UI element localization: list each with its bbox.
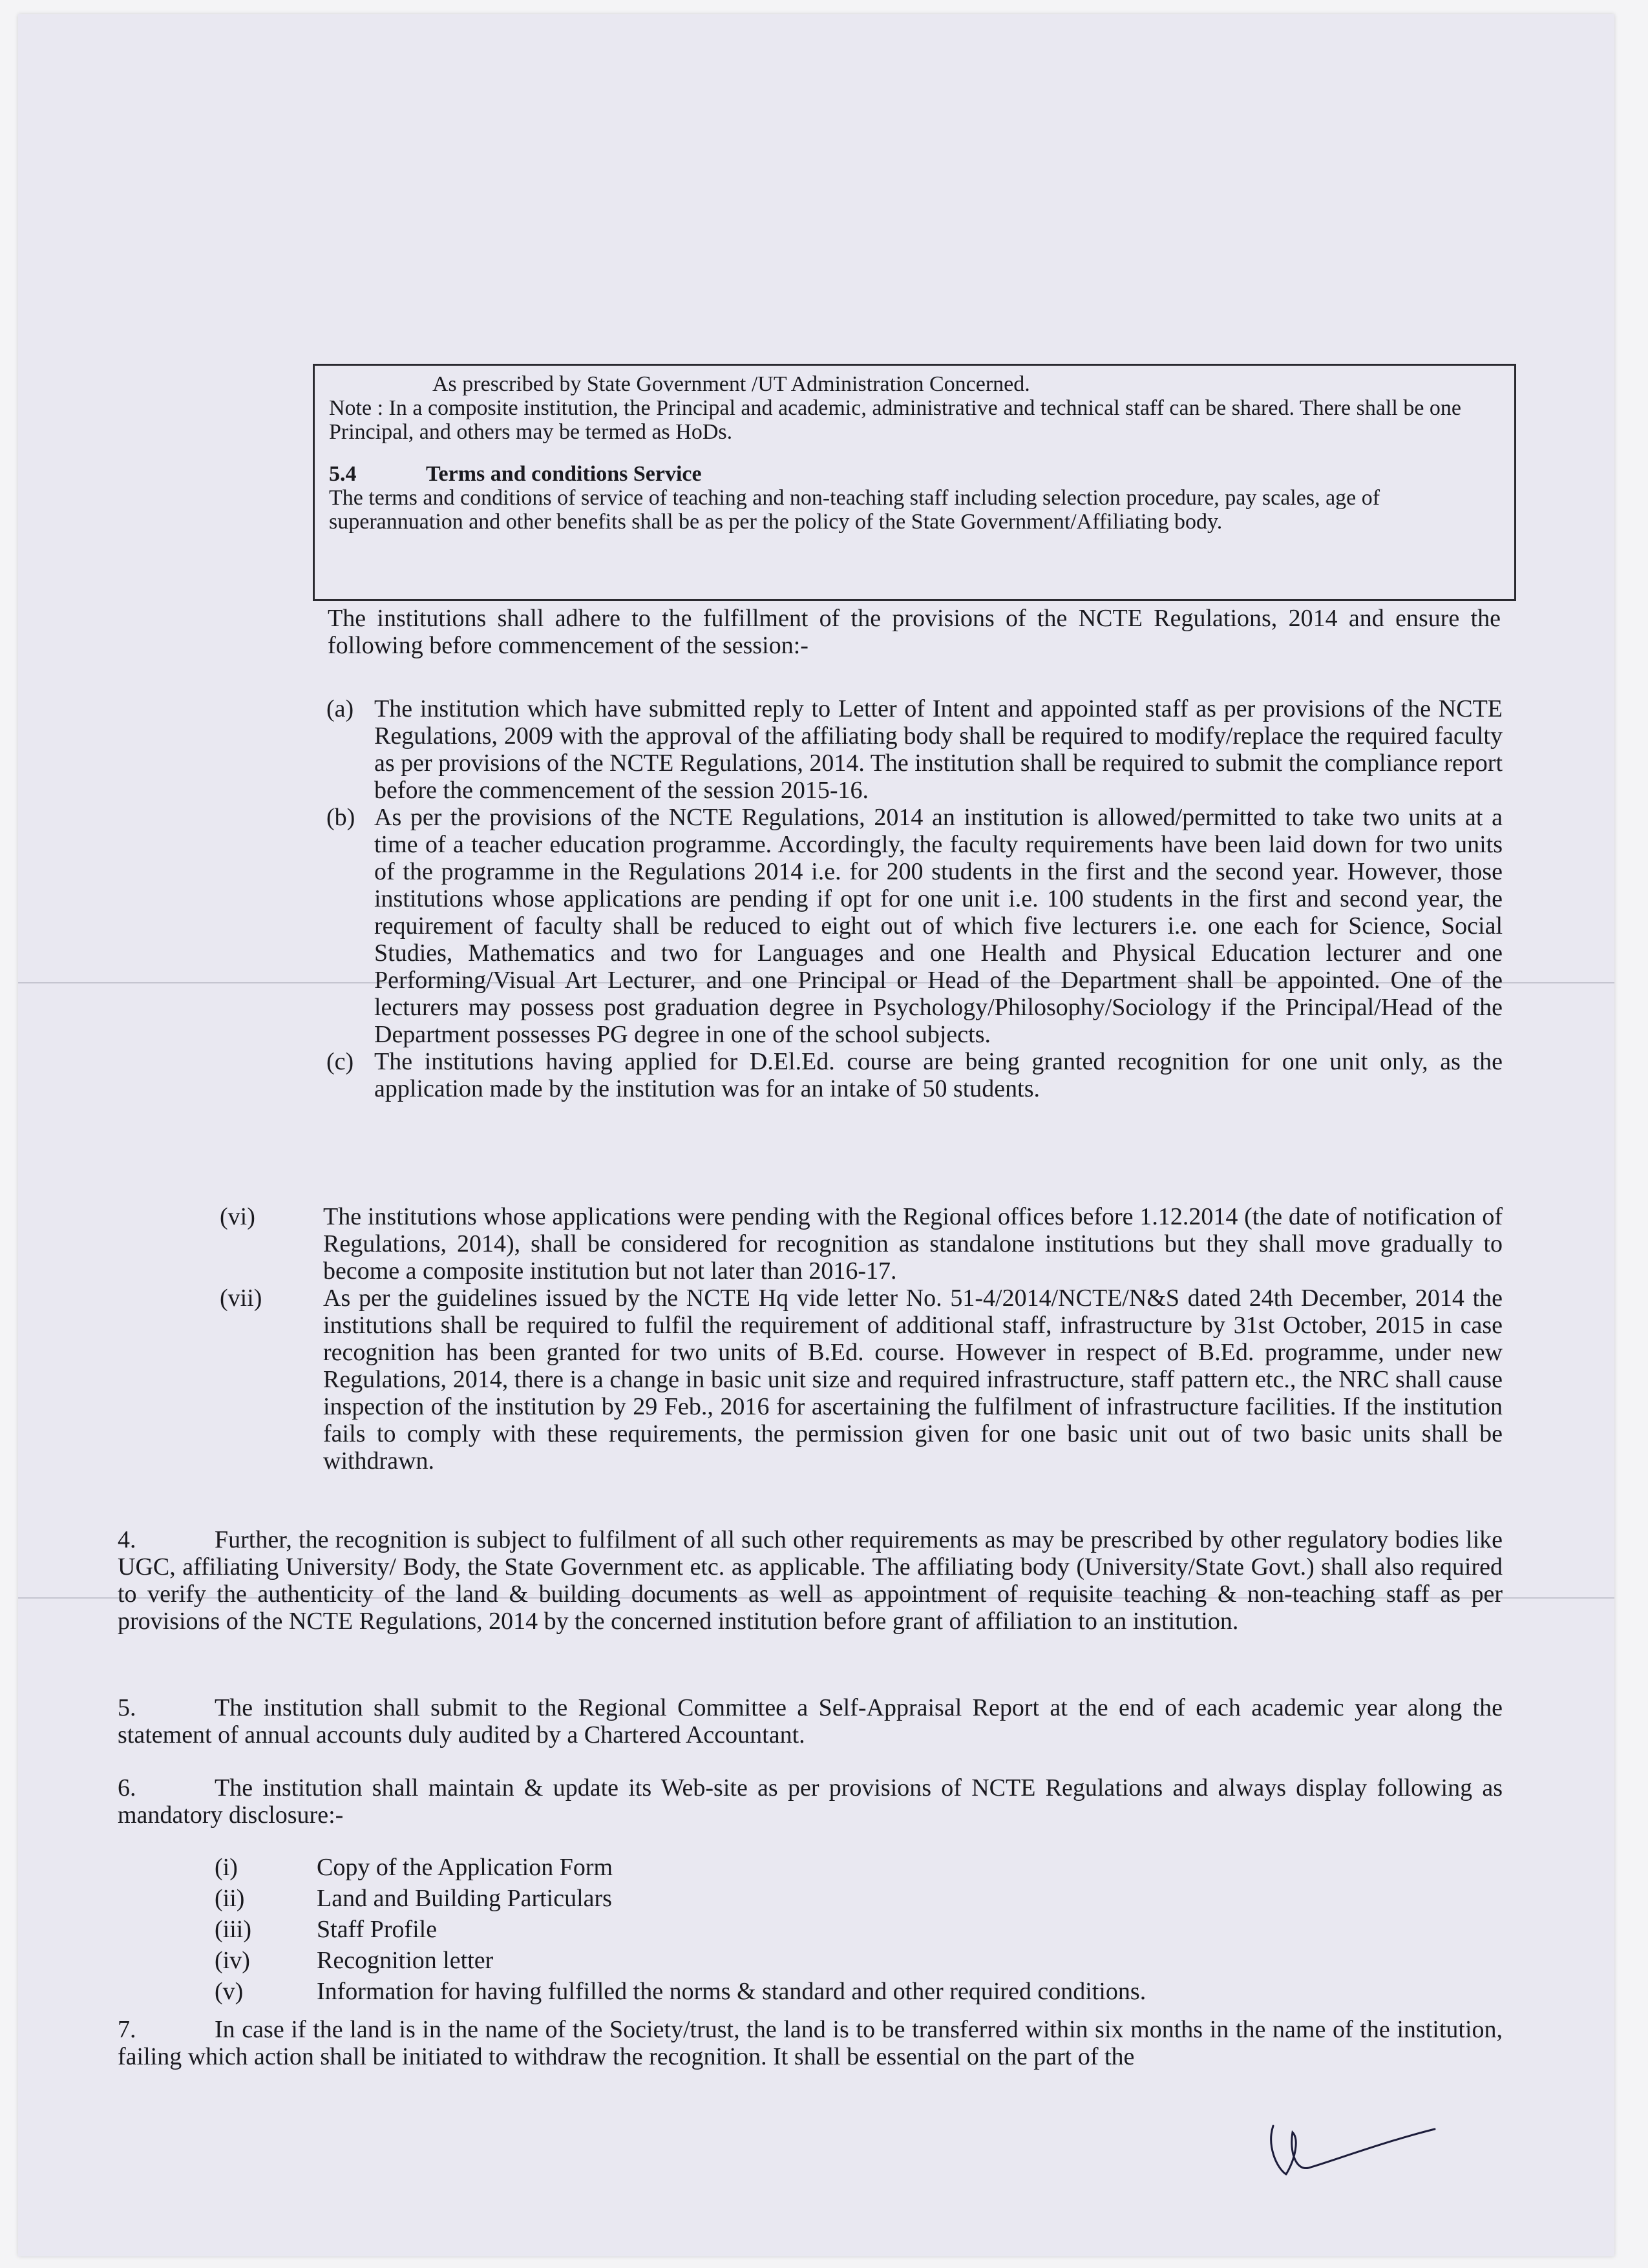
paragraph-7 (118, 2016, 1503, 2070)
list-item-text: The institution which have submitted reply to Letter of Intent and appointed staff as per provisions of the NCTE Regulations, 2009 with the approval of the affiliating body shall be required to modify/replace the required faculty as per provisions of the NCTE Regulations, 2014. The institution shall be required to submit the compliance report before the commencement of the session 2015-16. (374, 695, 1503, 804)
list-item (220, 1285, 1503, 1475)
section-heading (329, 462, 1499, 486)
signature-icon (1260, 2113, 1441, 2184)
list-item (215, 1976, 1146, 2007)
list-item-label: (v) (215, 1978, 244, 2005)
list-item-text: Information for having fulfilled the norms & standard and other required conditions. (317, 1978, 1146, 2005)
list-item-label: (vii) (220, 1285, 262, 1312)
disclosure-list (215, 1852, 1146, 2007)
paragraph-5 (118, 1694, 1503, 1748)
list-item-text: The institutions whose applications were pending with the Regional offices before 1.12.2014 (the date of notification of Regulations, 2014), shall be considered for recognition as standalone institutions but they shall move gradually to become a composite institution but not later than 2016-17. (323, 1203, 1503, 1285)
list-item-label: (a) (326, 695, 354, 722)
paragraph-number: 7. (118, 2016, 136, 2043)
list-item-label: (iii) (215, 1916, 251, 1943)
list-item-text: Recognition letter (317, 1947, 494, 1974)
paragraph-text: In case if the land is in the name of the Society/trust, the land is to be transferred within six months in the name of the institution, failing which action shall be initiated to withdraw the recognition. It shall be essential on the part of the (118, 2016, 1503, 2070)
list-item (215, 1852, 1146, 1883)
note-text: Note : In a composite institution, the Principal and academic, administrative and technical staff can be shared. There shall be one Principal, and others may be termed as HoDs. (329, 396, 1461, 444)
paragraph-6 (118, 1774, 1503, 1829)
list-item-text: As per the provisions of the NCTE Regulations, 2014 an institution is allowed/permitted to take two units at a time of a teacher education programme. Accordingly, the faculty requirements have been laid down for two units of the programme in the Regulations 2014 i.e. for 200 students in the first and the second year. However, those institutions whose applications are pending if opt for one unit i.e. 100 students in the first and second year, the requirement of faculty shall be reduced to eight out of which five lecturers i.e. one each for Science, Social Studies, Mathematics and two for Languages and one Health and Physical Education lecturer and one Performing/Visual Art Lecturer, and one Principal or Head of the Department shall be appointed. One of the lecturers may possess post graduation degree in Psychology/Philosophy/Sociology if the Principal/Head of the Department possesses PG degree in one of the school subjects. (374, 804, 1503, 1048)
list-item-label: (c) (326, 1048, 354, 1075)
list-item (215, 1914, 1146, 1945)
note-prescribed-line: As prescribed by State Government /UT Administration Concerned. (432, 372, 1030, 396)
list-item-text: As per the guidelines issued by the NCTE Hq vide letter No. 51-4/2014/NCTE/N&S dated 24th December, 2014 the institutions shall be required to fulfil the requirement of additional staff, infrastructure by 31st October, 2015 in case recognition has been granted for two units of B.Ed. course. However in respect of B.Ed. programme, under new Regulations, 2014, there is a change in basic unit size and required infrastructure, staff pattern etc., the NRC shall cause inspection of the institution by 29 Feb., 2016 for ascertaining the fulfilment of infrastructure facilities. If the institution fails to comply with these requirements, the permission given for one basic unit out of two basic units shall be withdrawn. (323, 1285, 1503, 1475)
intro-paragraph: The institutions shall adhere to the fulfillment of the provisions of the NCTE Regulations, 2014 and ensure the following before commencement of the session:- (328, 605, 1501, 659)
paragraph-number: 5. (118, 1694, 136, 1721)
section-title: Terms and conditions Service (426, 462, 702, 486)
paragraph-number: 6. (118, 1774, 136, 1801)
section-text: The terms and conditions of service of teaching and non-teaching staff including selection procedure, pay scales, age of superannuation and other benefits shall be as per the policy of the State Government/Affiliating body. (329, 486, 1380, 534)
list-item (326, 695, 1503, 804)
list-item (215, 1883, 1146, 1914)
paragraph-number: 4. (118, 1526, 136, 1553)
section-number: 5.4 (329, 462, 357, 486)
list-item-label: (ii) (215, 1885, 245, 1912)
list-item (220, 1203, 1503, 1285)
list-item-text: Land and Building Particulars (317, 1885, 612, 1912)
list-item (215, 1945, 1146, 1976)
list-item-label: (b) (326, 804, 355, 831)
provisions-list (326, 695, 1503, 1102)
note-box (313, 364, 1516, 601)
list-item-text: Staff Profile (317, 1916, 438, 1943)
list-item-label: (i) (215, 1854, 238, 1881)
list-item (326, 804, 1503, 1048)
list-item-label: (iv) (215, 1947, 250, 1974)
list-item (326, 1048, 1503, 1102)
paragraph-text: Further, the recognition is subject to fulfilment of all such other requirements as may be prescribed by other regulatory bodies like UGC, affiliating University/ Body, the State Government etc. as applicable. The affiliating body (University/State Govt.) shall also required to verify the authenticity of the land & building documents as well as appointment of requisite teaching & non-teaching staff as per provisions of the NCTE Regulations, 2014 by the concerned institution before grant of affiliation to an institution. (118, 1526, 1503, 1635)
paragraph-text: The institution shall submit to the Regional Committee a Self-Appraisal Report at the end of each academic year along the statement of annual accounts duly audited by a Chartered Accountant. (118, 1694, 1503, 1748)
list-item-label: (vi) (220, 1203, 255, 1230)
paragraph-4 (118, 1526, 1503, 1635)
list-item-text: Copy of the Application Form (317, 1854, 613, 1881)
paragraph-text: The institution shall maintain & update its Web-site as per provisions of NCTE Regulations and always display following as mandatory disclosure:- (118, 1774, 1503, 1829)
roman-list (220, 1203, 1503, 1475)
list-item-text: The institutions having applied for D.El.Ed. course are being granted recognition for one unit only, as the application made by the institution was for an intake of 50 students. (374, 1048, 1503, 1102)
